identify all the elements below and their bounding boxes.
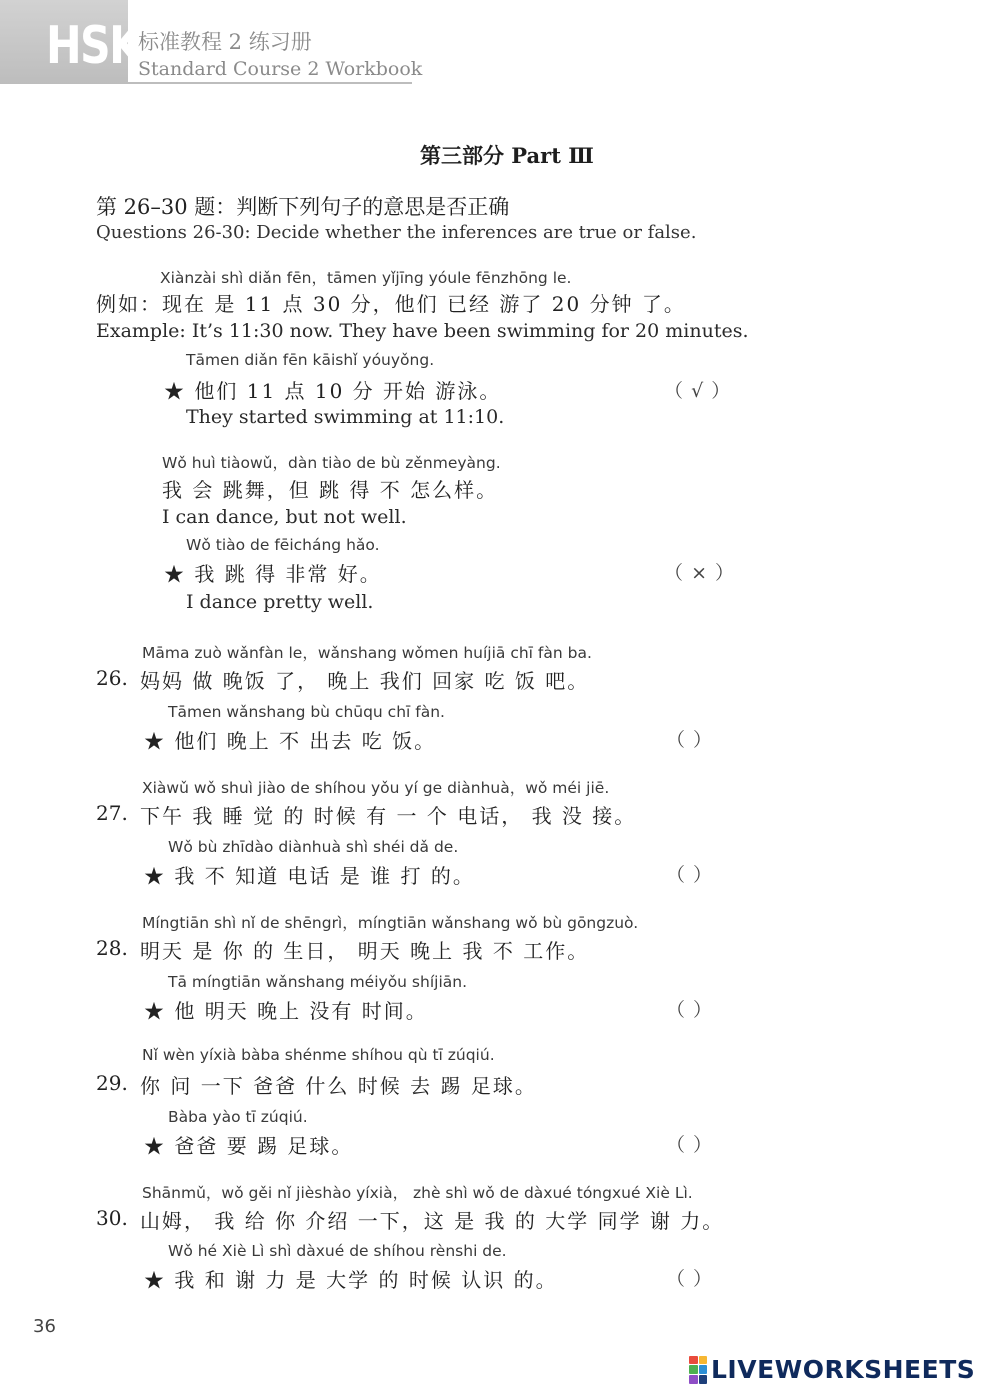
q29-number: 29. (96, 1071, 128, 1095)
check-mark: √ (691, 380, 705, 402)
q27-answer-box[interactable]: （ ） (666, 864, 714, 886)
q30-answer-box[interactable]: （ ） (666, 1268, 714, 1290)
q29-statement: ★ 爸爸 要 踢 足球。 (144, 1134, 354, 1158)
q28-statement: ★ 他 明天 晚上 没有 时间。 (144, 999, 428, 1023)
q26-statement-pinyin: Tāmen wǎnshang bù chūqu chī fàn. (168, 703, 445, 721)
paren-open: （ (664, 562, 685, 584)
example1-translation: Example: It’s 11:30 now. They have been swimming for 20 minutes. (96, 320, 749, 342)
example2-statement: ★ 我 跳 得 非常 好。 (164, 562, 382, 586)
q30-sentence: 山姆， 我 给 你 介绍 一下，这 是 我 的 大学 同学 谢 力。 (140, 1209, 725, 1233)
q28-number: 28. (96, 936, 128, 960)
example2-statement-translation: I dance pretty well. (186, 591, 374, 613)
instruction-en: Questions 26-30: Decide whether the inferences are true or false. (96, 222, 697, 243)
example2-translation: I can dance, but not well. (162, 506, 407, 528)
paren-open: （ (664, 380, 685, 402)
liveworksheets-cube-icon (689, 1356, 707, 1384)
paren-close: ） (715, 562, 736, 584)
example1-statement-pinyin: Tāmen diǎn fēn kāishǐ yóuyǒng. (186, 351, 435, 369)
q26-statement: ★ 他们 晚上 不 出去 吃 饭。 (144, 729, 437, 753)
q28-statement-pinyin: Tā míngtiān wǎnshang méiyǒu shíjiān. (168, 973, 467, 991)
liveworksheets-wordmark: LIVEWORKSHEETS (711, 1355, 976, 1384)
header-title-en: Standard Course 2 Workbook (138, 58, 423, 80)
q29-statement-pinyin: Bàba yào tī zúqiú. (168, 1108, 308, 1126)
example1-statement: ★ 他们 11 点 10 分 开始 游泳。 (164, 379, 502, 403)
q29-sentence: 你 问 一下 爸爸 什么 时候 去 踢 足球。 (140, 1074, 537, 1098)
q30-number: 30. (96, 1206, 128, 1230)
q29-answer-box[interactable]: （ ） (666, 1134, 714, 1156)
example2-statement-pinyin: Wǒ tiào de fēicháng hǎo. (186, 536, 380, 554)
instruction-cn: 第 26–30 题：判断下列句子的意思是否正确 (96, 195, 510, 219)
q26-number: 26. (96, 666, 128, 690)
header-title-cn: 标准教程 2 练习册 (138, 30, 312, 54)
cross-mark: × (691, 562, 708, 584)
q30-pinyin: Shānmǔ，wǒ gěi nǐ jièshào yíxià， zhè shì wǒ de dàxué tóngxué Xiè Lì. (142, 1184, 693, 1202)
header-divider (128, 82, 412, 84)
q28-answer-box[interactable]: （ ） (666, 999, 714, 1021)
q28-pinyin: Míngtiān shì nǐ de shēngrì，míngtiān wǎnshang wǒ bù gōngzuò. (142, 914, 639, 932)
paren-close: ） (711, 380, 732, 402)
example1-statement-translation: They started swimming at 11:10. (186, 406, 505, 428)
q30-statement-pinyin: Wǒ hé Xiè Lì shì dàxué de shíhou rènshi de. (168, 1242, 507, 1260)
example1-answer-box (664, 376, 731, 403)
liveworksheets-logo (689, 1355, 975, 1384)
q27-sentence: 下午 我 睡 觉 的 时候 有 一 个 电话， 我 没 接。 (140, 804, 637, 828)
q26-pinyin: Māma zuò wǎnfàn le，wǎnshang wǒmen huíjiā chī fàn ba. (142, 644, 592, 662)
hsk-logo: HSK (46, 16, 141, 76)
example2-answer-box (664, 558, 735, 585)
page-number: 36 (33, 1316, 56, 1337)
section-title: 第三部分 Part Ⅲ (420, 143, 594, 168)
q27-statement: ★ 我 不 知道 电话 是 谁 打 的。 (144, 864, 475, 888)
q28-sentence: 明天 是 你 的 生日， 明天 晚上 我 不 工作。 (140, 939, 590, 963)
q27-number: 27. (96, 801, 128, 825)
example1-pinyin: Xiànzài shì diǎn fēn，tāmen yǐjīng yóule fēnzhōng le. (160, 269, 572, 287)
q26-answer-box[interactable]: （ ） (666, 729, 714, 751)
q27-statement-pinyin: Wǒ bù zhīdào diànhuà shì shéi dǎ de. (168, 838, 459, 856)
example2-sentence: 我 会 跳舞，但 跳 得 不 怎么样。 (162, 478, 499, 502)
example2-pinyin: Wǒ huì tiàowǔ，dàn tiào de bù zěnmeyàng. (162, 454, 501, 472)
q27-pinyin: Xiàwǔ wǒ shuì jiào de shíhou yǒu yí ge diànhuà，wǒ méi jiē. (142, 779, 610, 797)
header-logo-block (0, 0, 141, 84)
q30-statement: ★ 我 和 谢 力 是 大学 的 时候 认识 的。 (144, 1268, 558, 1292)
example1-sentence: 例如：现在 是 11 点 30 分，他们 已经 游了 20 分钟 了。 (96, 292, 686, 316)
q29-pinyin: Nǐ wèn yíxià bàba shénme shíhou qù tī zúqiú. (142, 1046, 495, 1064)
q26-sentence: 妈妈 做 晚饭 了， 晚上 我们 回家 吃 饭 吧。 (140, 669, 590, 693)
